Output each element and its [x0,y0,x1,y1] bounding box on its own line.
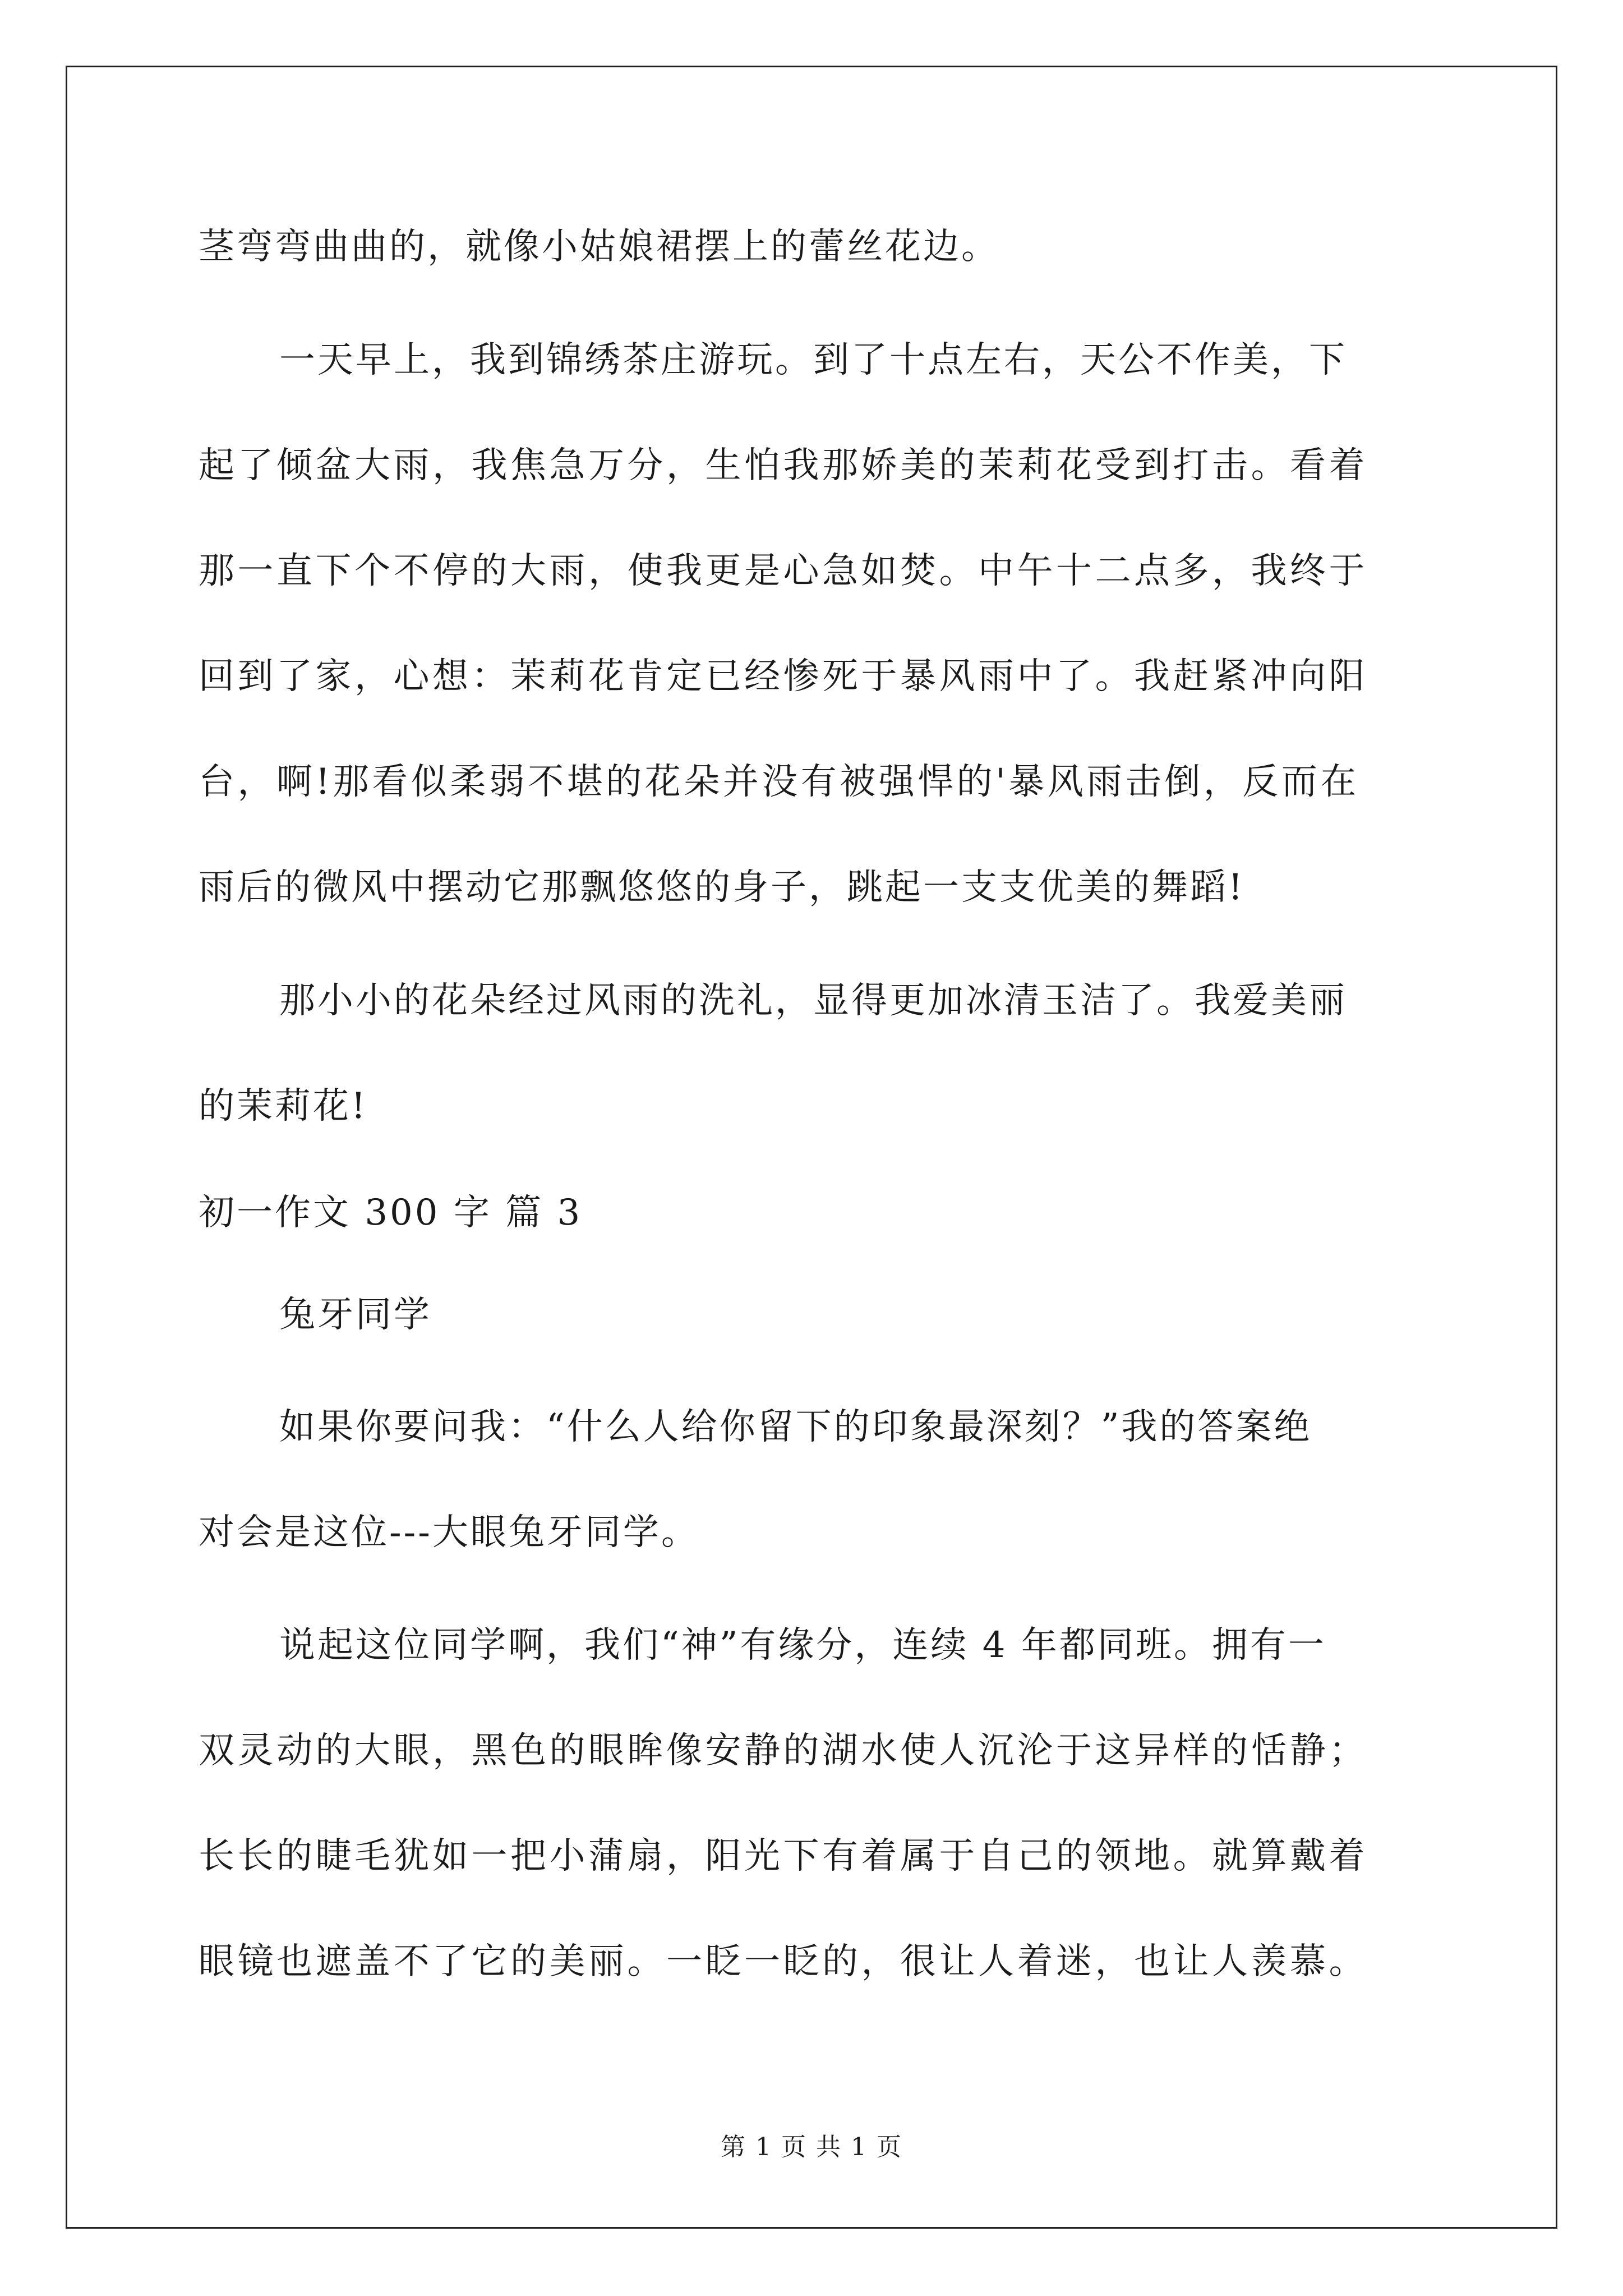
text-line: 长长的睫毛犹如一把小蒲扇，阳光下有着属于自己的领地。就算戴着 [199,1835,1368,1877]
text-line: 如果你要问我：“什么人给你留下的印象最深刻？”我的答案绝 [279,1406,1312,1448]
text-line: 台，啊!那看似柔弱不堪的花朵并没有被强悍的'暴风雨击倒，反而在 [199,761,1359,803]
text-line: 起了倾盆大雨，我焦急万分，生怕我那娇美的茉莉花受到打击。看着 [199,445,1368,486]
text-line: 眼镜也遮盖不了它的美丽。一眨一眨的，很让人着迷，也让人羡慕。 [199,1941,1368,1982]
text-line: 回到了家，心想：茉莉花肯定已经惨死于暴风雨中了。我赶紧冲向阳 [199,656,1368,697]
text-line: 的茉莉花! [199,1085,368,1127]
text-line: 那小小的花朵经过风雨的洗礼，显得更加冰清玉洁了。我爱美丽 [279,980,1347,1022]
text-line: 雨后的微风中摆动它那飘悠悠的身子，跳起一支支优美的舞蹈! [199,867,1245,908]
text-line: 一天早上，我到锦绣茶庄游玩。到了十点左右，天公不作美，下 [279,339,1347,381]
text-line: 说起这位同学啊，我们“神”有缘分，连续 4 年都同班。拥有一 [279,1625,1326,1666]
page-footer: 第 1 页 共 1 页 [721,2133,902,2161]
page-border [66,66,1557,2229]
text-line: 双灵动的大眼，黑色的眼眸像安静的湖水使人沉沦于这异样的恬静； [199,1730,1368,1772]
text-line: 对会是这位---大眼兔牙同学。 [199,1512,699,1553]
article-title: 兔牙同学 [279,1294,432,1336]
text-line: 那一直下个不停的大雨，使我更是心急如焚。中午十二点多，我终于 [199,550,1368,592]
section-heading: 初一作文 300 字 篇 3 [199,1192,583,1234]
text-line: 茎弯弯曲曲的，就像小姑娘裙摆上的蕾丝花边。 [199,226,999,268]
